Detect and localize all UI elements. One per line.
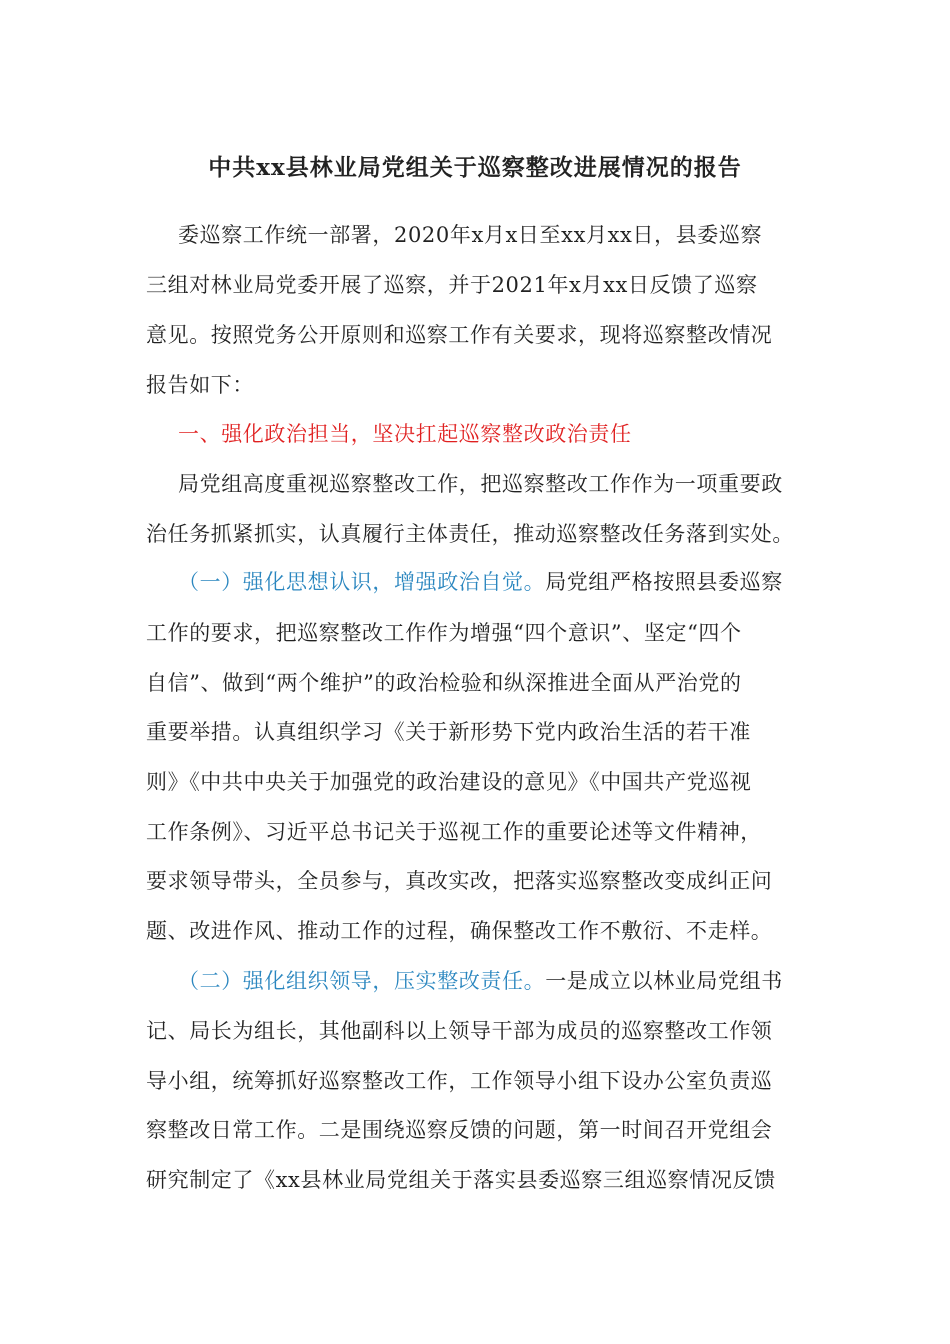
intro-line: 意见。按照党务公开原则和巡察工作有关要求，现将巡察整改情况 [146, 323, 773, 347]
paragraph-line: 自信”、做到“两个维护”的政治检验和纵深推进全面从严治党的 [146, 671, 742, 695]
intro-line: 委巡察工作统一部署，2020年x月x日至xx月xx日，县委巡察 [178, 223, 763, 247]
subsection-1-first-line [178, 567, 783, 597]
paragraph-line: 题、改进作风、推动工作的过程，确保整改工作不敷衍、不走样。 [146, 919, 773, 943]
paragraph-line: 察整改日常工作。二是围绕巡察反馈的问题，第一时间召开党组会 [146, 1118, 773, 1142]
paragraph-line: 工作的要求，把巡察整改工作作为增强“四个意识”、坚定“四个 [146, 621, 742, 645]
paragraph-line: 局党组高度重视巡察整改工作，把巡察整改工作作为一项重要政 [178, 472, 783, 496]
paragraph-text: 一是成立以林业局党组书 [545, 969, 783, 993]
section-heading-1: 一、强化政治担当，坚决扛起巡察整改政治责任 [178, 422, 632, 446]
paragraph-line: 则》《中共中央关于加强党的政治建设的意见》《中国共产党巡视 [146, 770, 752, 794]
paragraph-line: 重要举措。认真组织学习《关于新形势下党内政治生活的若干准 [146, 720, 751, 744]
paragraph-line: 治任务抓紧抓实，认真履行主体责任，推动巡察整改任务落到实处。 [146, 522, 794, 546]
paragraph-line: 研究制定了《xx县林业局党组关于落实县委巡察三组巡察情况反馈 [146, 1168, 776, 1192]
paragraph-line: 要求领导带头，全员参与，真改实改，把落实巡察整改变成纠正问 [146, 869, 773, 893]
paragraph-text: 局党组严格按照县委巡察 [545, 570, 783, 594]
intro-line: 报告如下： [146, 373, 254, 397]
document-title: 中共xx县林业局党组关于巡察整改进展情况的报告 [208, 154, 742, 181]
subsection-2-first-line [178, 966, 783, 996]
intro-line: 三组对林业局党委开展了巡察，并于2021年x月xx日反馈了巡察 [146, 273, 758, 297]
subsection-heading-1: （一）强化思想认识，增强政治自觉。 [178, 570, 546, 594]
paragraph-line: 工作条例》、习近平总书记关于巡视工作的重要论述等文件精神， [146, 820, 762, 844]
paragraph-line: 记、局长为组长，其他副科以上领导干部为成员的巡察整改工作领 [146, 1019, 773, 1043]
paragraph-line: 导小组，统筹抓好巡察整改工作，工作领导小组下设办公室负责巡 [146, 1069, 773, 1093]
subsection-heading-2: （二）强化组织领导，压实整改责任。 [178, 969, 546, 993]
